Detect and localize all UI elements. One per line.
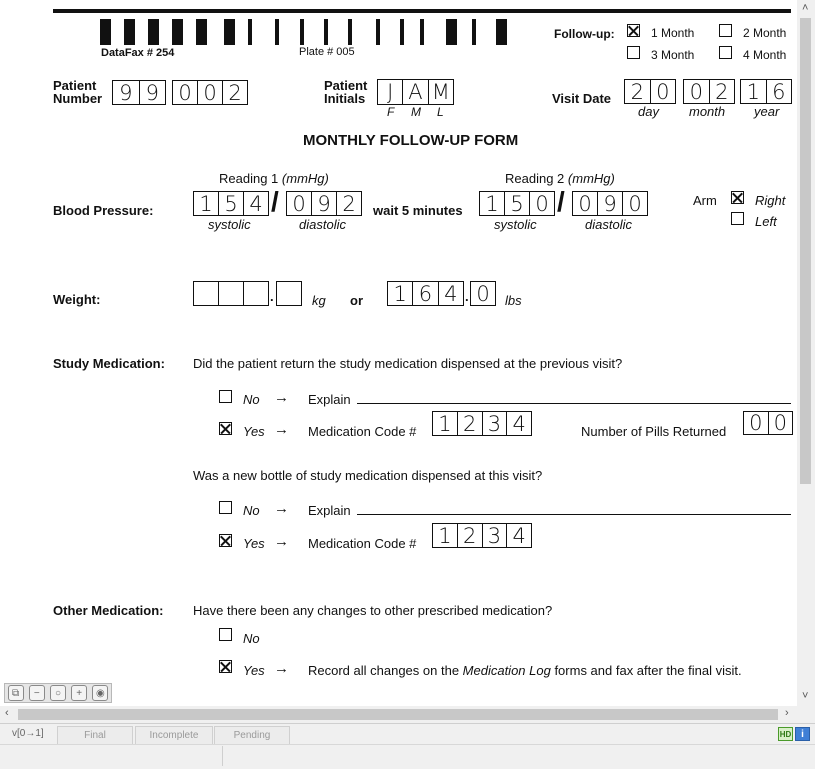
digit-cell: 2 <box>222 81 247 104</box>
study-medication-label: Study Medication: <box>53 356 165 371</box>
initial-last-sublabel: L <box>437 105 444 119</box>
q1-yes-checkbox[interactable] <box>219 422 232 435</box>
visit-year-sublabel: year <box>754 104 780 119</box>
followup-2-month-label: 2 Month <box>743 26 787 40</box>
digit-cell: 1 <box>393 281 407 306</box>
weight-lbs-decimal-point: . <box>465 289 469 304</box>
weight-kg-decimal-field[interactable] <box>276 281 302 306</box>
barcode <box>100 19 512 45</box>
study-med-question-2: Was a new bottle of study medication dispensed at this visit? <box>193 468 543 483</box>
q1-no-checkbox[interactable] <box>219 390 232 403</box>
digit-cell: 9 <box>119 80 133 105</box>
digit-cell: 3 <box>482 412 507 435</box>
zoom-out-icon[interactable]: − <box>29 685 45 701</box>
digit-cell: 6 <box>412 282 437 305</box>
q2-explain-line[interactable] <box>357 514 791 515</box>
form-title: MONTHLY FOLLOW-UP FORM <box>303 132 519 149</box>
barcode-bar <box>400 19 404 45</box>
weight-or-label: or <box>350 293 363 308</box>
other-med-yes-checkbox[interactable] <box>219 660 232 673</box>
digit-cell: 0 <box>650 80 676 103</box>
patient-initials-label-1: Patient <box>324 78 368 93</box>
digit-cell <box>194 282 218 305</box>
bp-reading-1-diastolic-field[interactable] <box>286 191 362 216</box>
arm-label: Arm <box>693 193 717 208</box>
initial-middle-sublabel: M <box>411 105 421 119</box>
barcode-bar <box>324 19 328 45</box>
visit-month-field[interactable] <box>683 79 735 104</box>
scroll-left-icon[interactable]: ‹ <box>5 707 9 719</box>
digit-cell: 1 <box>199 191 213 216</box>
visit-day-sublabel: day <box>638 104 659 119</box>
other-med-no-label: No <box>243 631 260 646</box>
weight-kg-decimal-point: . <box>270 289 274 304</box>
scrollbar-corner <box>797 706 815 723</box>
barcode-bar <box>275 19 279 45</box>
bp-reading-1-diastolic-sublabel: diastolic <box>299 217 346 232</box>
digit-cell: 3 <box>482 524 507 547</box>
patient-number-site-field[interactable] <box>112 80 166 105</box>
snapshot-icon[interactable]: ◉ <box>92 685 108 701</box>
scroll-down-icon[interactable]: ˅ <box>802 690 809 702</box>
q1-explain-label: Explain <box>308 392 351 407</box>
other-medication-label: Other Medication: <box>53 603 164 618</box>
bp-reading-1-slash: / <box>271 186 279 217</box>
digit-cell: 0 <box>749 411 763 435</box>
digit-cell: 6 <box>766 80 792 103</box>
digit-cell: 2 <box>336 192 361 215</box>
digit-cell: 4 <box>243 192 268 215</box>
bp-reading-2-diastolic-field[interactable] <box>572 191 648 216</box>
digit-cell: A <box>402 80 427 104</box>
digit-cell: 4 <box>506 524 531 547</box>
scroll-up-icon[interactable]: ˄ <box>802 2 809 14</box>
digit-cell: 0 <box>178 80 192 105</box>
vertical-scroll-thumb[interactable] <box>800 18 811 484</box>
status-incomplete-button[interactable]: Incomplete <box>135 726 213 745</box>
q2-med-code-label: Medication Code # <box>308 536 417 551</box>
digit-cell: 0 <box>197 81 222 104</box>
digit-cell <box>277 282 301 305</box>
bp-reading-2-label: Reading 2 (mmHg) <box>505 171 615 186</box>
followup-1-month-checkbox[interactable] <box>627 24 640 37</box>
digit-cell: J <box>387 80 394 104</box>
bp-reading-1-systolic-field[interactable] <box>193 191 269 216</box>
horizontal-scroll-thumb[interactable] <box>18 709 778 720</box>
digit-cell: 1 <box>438 523 452 548</box>
arm-right-checkbox[interactable] <box>731 191 744 204</box>
status-bar-separator <box>222 746 223 766</box>
followup-4-month-label: 4 Month <box>743 48 787 62</box>
version-label: v[0→1] <box>12 728 44 739</box>
digit-cell <box>218 282 243 305</box>
barcode-bar <box>124 19 135 45</box>
q1-medication-code-field[interactable] <box>432 411 532 436</box>
info-indicator-icon[interactable]: i <box>795 727 810 741</box>
zoom-reset-icon[interactable]: ○ <box>50 685 66 701</box>
other-med-yes-label: Yes <box>243 663 265 678</box>
arm-left-label: Left <box>755 214 777 229</box>
q2-explain-label: Explain <box>308 503 351 518</box>
digit-cell: 5 <box>218 192 243 215</box>
followup-3-month-label: 3 Month <box>651 48 695 62</box>
digit-cell: 9 <box>139 81 166 104</box>
barcode-bar <box>420 19 424 45</box>
status-final-button[interactable]: Final <box>57 726 133 745</box>
digit-cell: 2 <box>457 412 482 435</box>
bp-reading-1-label: Reading 1 (mmHg) <box>219 171 329 186</box>
status-pending-button[interactable]: Pending <box>214 726 290 745</box>
q2-no-label: No <box>243 503 260 518</box>
digit-cell: 4 <box>506 412 531 435</box>
barcode-bar <box>100 19 111 45</box>
weight-label: Weight: <box>53 292 101 307</box>
digit-cell <box>243 282 268 305</box>
barcode-bar <box>376 19 380 45</box>
digit-cell: 1 <box>438 411 452 436</box>
digit-cell: 0 <box>768 412 793 434</box>
barcode-bar <box>196 19 207 45</box>
barcode-bar <box>446 19 457 45</box>
patient-number-label-2: Number <box>53 91 103 106</box>
arm-left-checkbox[interactable] <box>731 212 744 225</box>
digit-cell: 1 <box>746 79 760 104</box>
arm-right-label: Right <box>755 193 786 208</box>
barcode-bar <box>172 19 183 45</box>
weight-lbs-integer-field[interactable] <box>387 281 464 306</box>
blood-pressure-label: Blood Pressure: <box>53 203 154 218</box>
digit-cell: 2 <box>630 79 644 104</box>
patient-initials-field[interactable] <box>377 79 454 105</box>
status-bar-divider <box>0 744 815 745</box>
digit-cell: M <box>428 80 453 104</box>
weight-kg-unit: kg <box>312 293 326 308</box>
barcode-bar <box>348 19 352 45</box>
weight-kg-integer-field[interactable] <box>193 281 269 306</box>
barcode-bar <box>248 19 252 45</box>
patient-number-id-field[interactable] <box>172 80 248 105</box>
digit-cell: 0 <box>476 281 490 306</box>
digit-cell: 1 <box>485 191 499 216</box>
q1-yes-arrow: → <box>274 421 289 438</box>
digit-cell: 9 <box>597 192 622 215</box>
vertical-scrollbar[interactable] <box>797 0 815 706</box>
followup-4-month-checkbox[interactable] <box>719 46 732 59</box>
other-med-no-checkbox[interactable] <box>219 628 232 641</box>
digit-cell: 0 <box>292 191 306 216</box>
status-bar <box>0 723 815 769</box>
pills-returned-field[interactable] <box>743 411 793 435</box>
hd-indicator-icon[interactable]: HD <box>778 727 793 741</box>
initial-first-sublabel: F <box>387 105 395 119</box>
top-rule <box>53 9 791 13</box>
barcode-bar <box>472 19 476 45</box>
zoom-in-icon[interactable]: + <box>71 685 87 701</box>
other-med-question: Have there been any changes to other prescribed medication? <box>193 603 553 618</box>
followup-1-month-label: 1 Month <box>651 26 695 40</box>
study-med-question-1: Did the patient return the study medication dispensed at the previous visit? <box>193 356 623 371</box>
bp-reading-2-systolic-field[interactable] <box>479 191 555 216</box>
pills-returned-label: Number of Pills Returned <box>581 424 727 439</box>
patient-initials-label-2: Initials <box>324 91 366 106</box>
q1-explain-line[interactable] <box>357 403 791 404</box>
digit-cell: 0 <box>622 192 647 215</box>
bp-reading-2-systolic-sublabel: systolic <box>494 217 537 232</box>
zoom-toolbar <box>4 683 112 703</box>
other-med-instruction: Record all changes on the Medication Log forms and fax after the final visit. <box>308 663 742 678</box>
q2-yes-checkbox[interactable] <box>219 534 232 547</box>
weight-lbs-unit: lbs <box>505 293 522 308</box>
visit-date-label: Visit Date <box>552 91 612 106</box>
digit-cell: 0 <box>578 191 592 216</box>
q1-no-label: No <box>243 392 260 407</box>
barcode-bar <box>148 19 159 45</box>
digit-cell: 0 <box>529 192 554 215</box>
bp-reading-1-systolic-sublabel: systolic <box>208 217 251 232</box>
q2-no-checkbox[interactable] <box>219 501 232 514</box>
followup-2-month-checkbox[interactable] <box>719 24 732 37</box>
digit-cell: 4 <box>438 282 463 305</box>
digit-cell: 0 <box>689 79 703 104</box>
patient-number-label-1: Patient <box>53 78 97 93</box>
bp-reading-2-diastolic-sublabel: diastolic <box>585 217 632 232</box>
digit-cell: 2 <box>457 524 482 547</box>
weight-lbs-decimal-field[interactable] <box>470 281 496 306</box>
q1-no-arrow: → <box>274 389 289 406</box>
barcode-bar <box>496 19 507 45</box>
barcode-bar <box>224 19 235 45</box>
q1-med-code-label: Medication Code # <box>308 424 417 439</box>
followup-3-month-checkbox[interactable] <box>627 46 640 59</box>
visit-year-field[interactable] <box>740 79 792 104</box>
bp-wait-label: wait 5 minutes <box>373 203 463 218</box>
scroll-right-icon[interactable]: › <box>785 707 789 719</box>
other-med-yes-arrow: → <box>274 660 289 677</box>
digit-cell: 2 <box>709 80 735 103</box>
q2-medication-code-field[interactable] <box>432 523 532 548</box>
barcode-bar <box>300 19 304 45</box>
q2-yes-label: Yes <box>243 536 265 551</box>
q1-yes-label: Yes <box>243 424 265 439</box>
plate-number: Plate # 005 <box>299 46 355 58</box>
visit-day-field[interactable] <box>624 79 676 104</box>
digit-cell: 5 <box>504 192 529 215</box>
followup-label: Follow-up: <box>554 27 615 41</box>
bp-reading-2-slash: / <box>557 186 565 217</box>
horizontal-scrollbar[interactable] <box>0 706 797 723</box>
fit-page-icon[interactable]: ⧉ <box>8 685 24 701</box>
q2-no-arrow: → <box>274 500 289 517</box>
q2-yes-arrow: → <box>274 533 289 550</box>
datafax-number: DataFax # 254 <box>101 47 175 59</box>
visit-month-sublabel: month <box>689 104 726 119</box>
digit-cell: 9 <box>311 192 336 215</box>
